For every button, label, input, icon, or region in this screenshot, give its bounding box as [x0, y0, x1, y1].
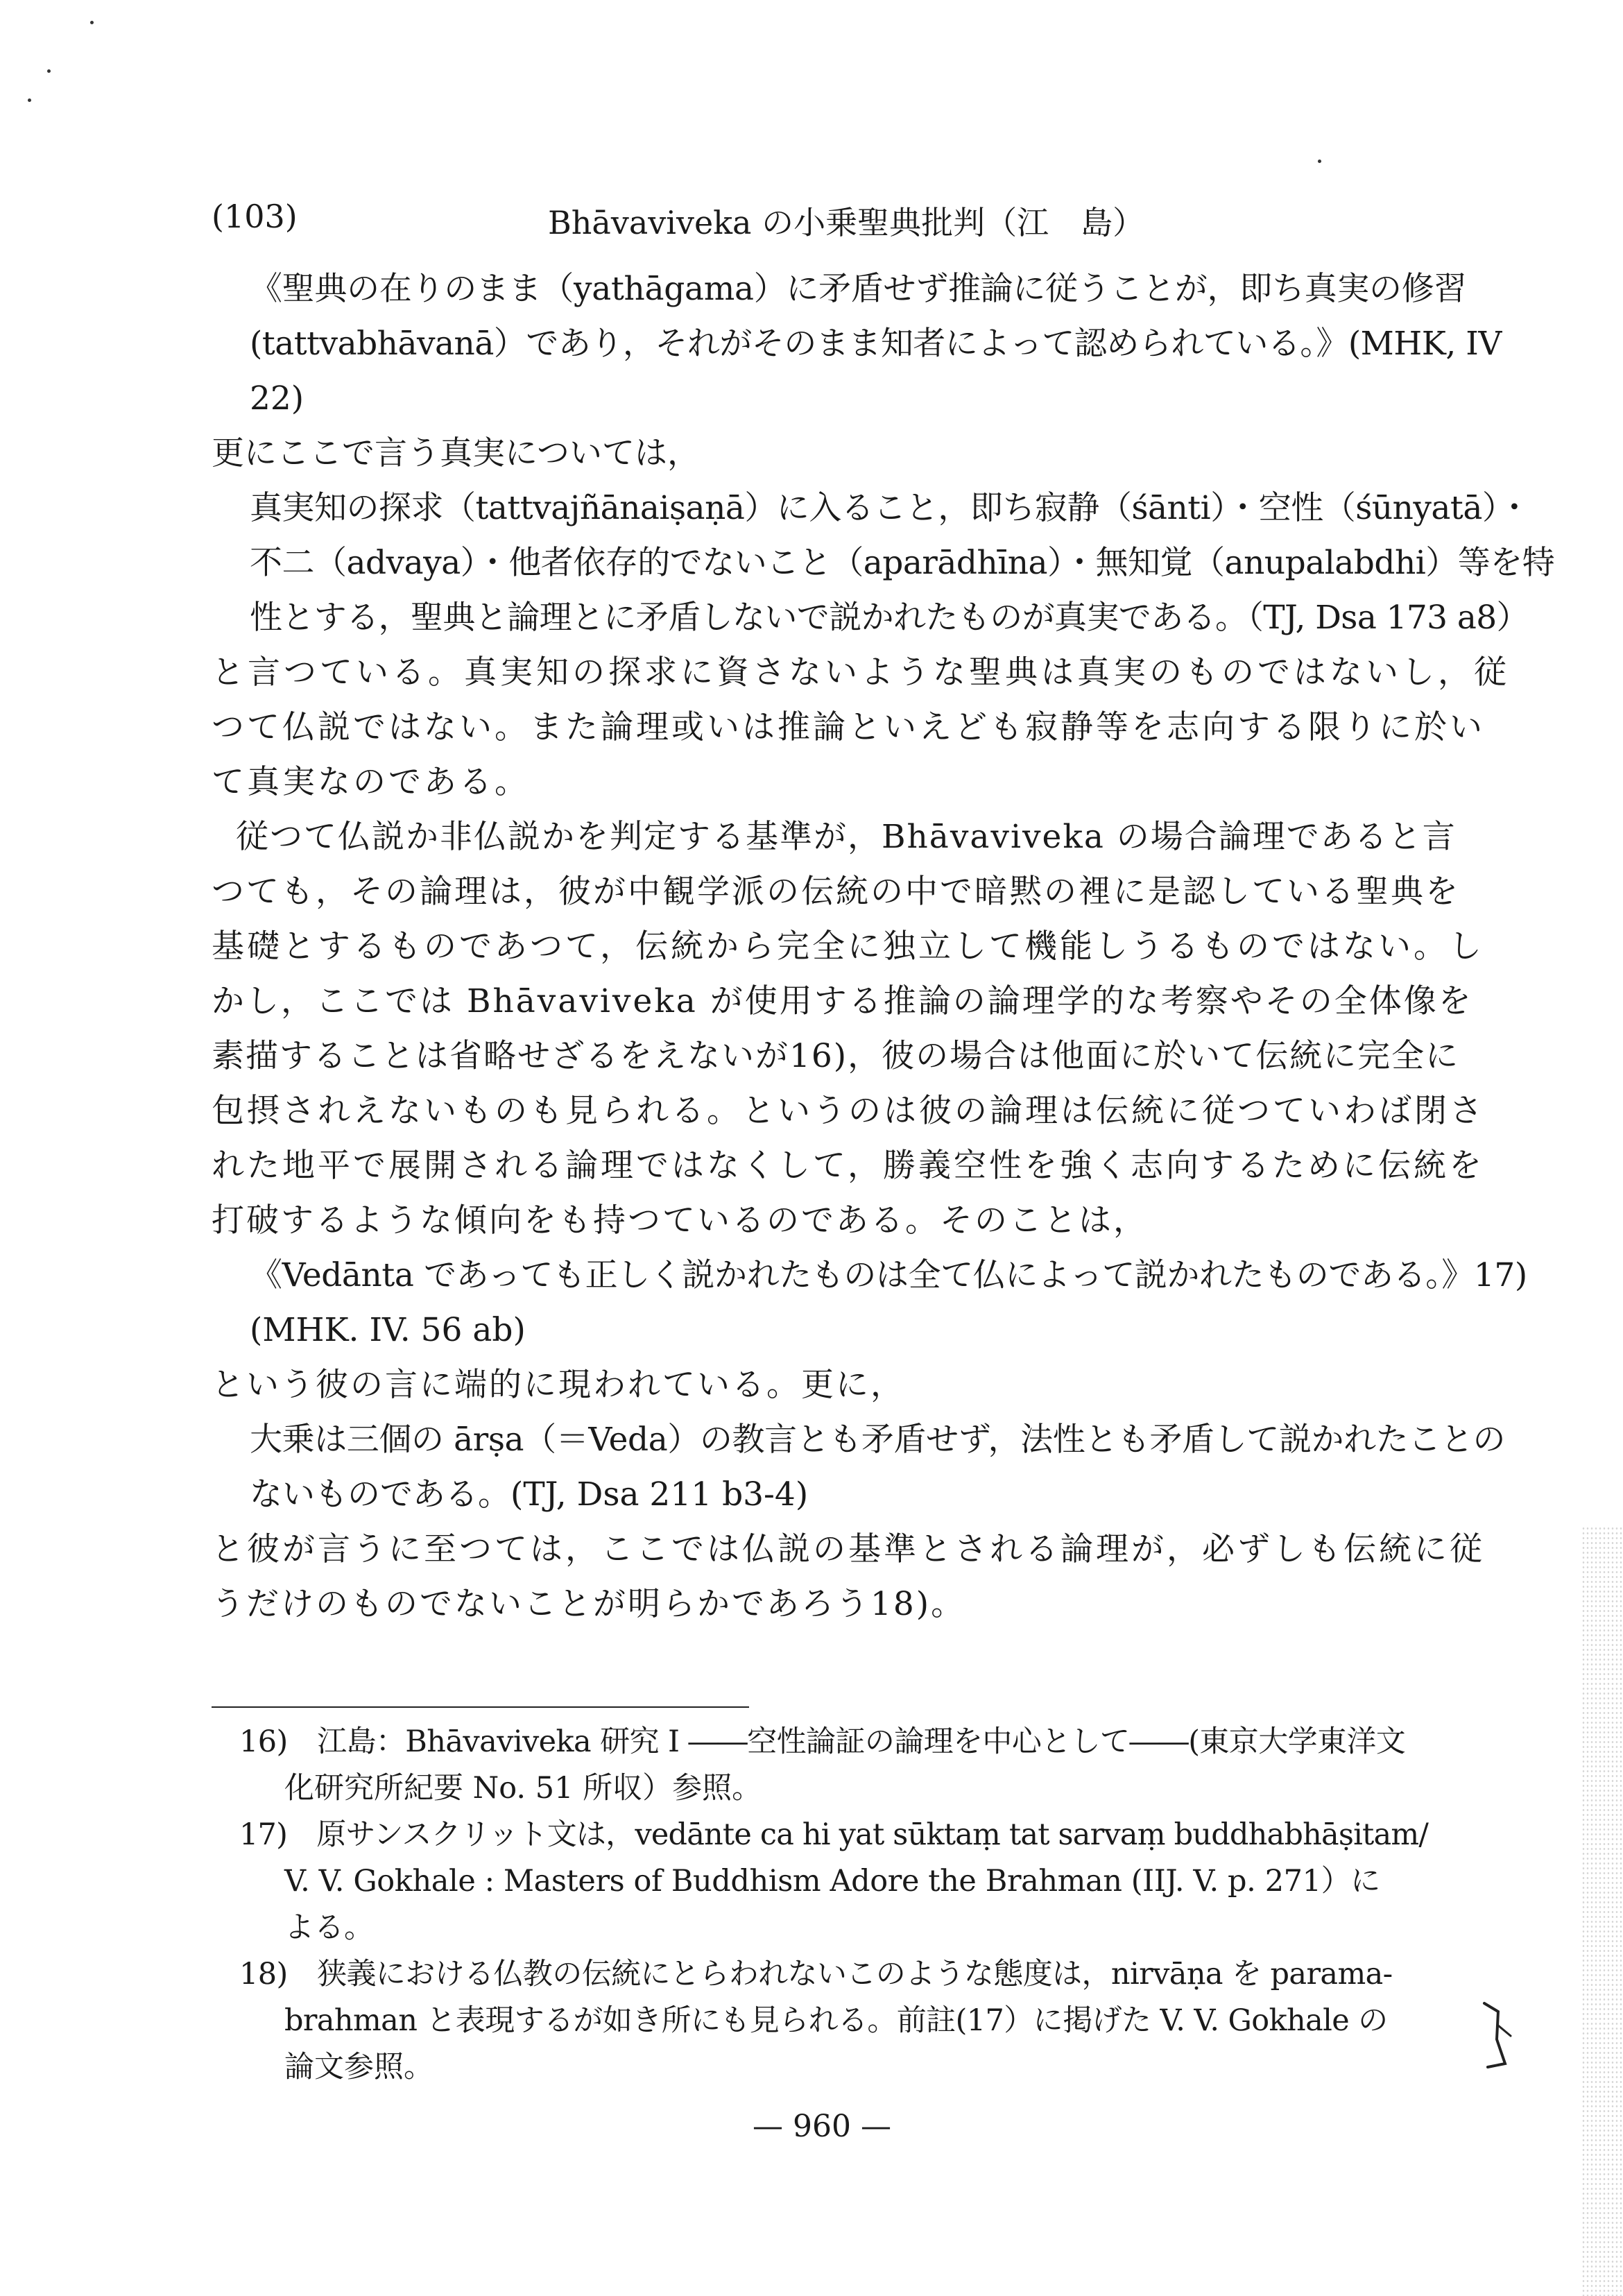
footnote-line: V. V. Gokhale : Masters of Buddhism Adore the Brahman (IIJ. V. p. 271）に — [284, 1864, 1380, 1899]
footer-page-number: — 960 — — [753, 2109, 891, 2144]
quote-line: 性とする，聖典と論理とに矛盾しないで説かれたものが真実である。（TJ, Dsa 173 a8） — [250, 599, 1529, 637]
scan-speck — [1318, 160, 1321, 163]
running-title: Bhāvaviveka の小乗聖典批判（江 島） — [548, 204, 1145, 241]
footnote-line: 17) 原サンスクリット文は，vedānte ca hi yat sūktaṃ tat sarvaṃ buddhabhāṣitam/ — [239, 1817, 1429, 1852]
scan-edge-noise — [1581, 1526, 1623, 2296]
quote-line: 大乗は三個の ārṣa（＝Veda）の教言とも矛盾せず，法性とも矛盾して説かれたことの — [250, 1421, 1506, 1459]
paragraph-line: 更にここで言う真実については， — [212, 434, 701, 472]
paragraph-line: れた地平で展開される論理ではなくして，勝義空性を強く志向するために伝統を — [212, 1147, 1485, 1185]
paragraph-line: 素描することは省略せざるをえないが16)，彼の場合は他面に於いて伝統に完全に — [212, 1037, 1460, 1075]
running-header — [212, 198, 1446, 246]
quote-line: 真実知の探求（tattvajñānaiṣaṇā）に入ること，即ち寂静（śānti）・空性（śūnyatā）・ — [250, 489, 1531, 527]
footnote-line: 化研究所紀要 No. 51 所収）参照。 — [284, 1771, 762, 1806]
paragraph-line: という彼の言に端的に現われている。更に， — [212, 1366, 905, 1404]
quote-line: (MHK. IV. 56 ab) — [250, 1311, 526, 1349]
paragraph-line: と彼が言うに至つては，ここでは仏説の基準とされる論理が，必ずしも伝統に従 — [212, 1530, 1485, 1568]
quote-line: 《Vedānta であっても正しく説かれたものは全て仏によって説かれたものである。》17) — [250, 1256, 1527, 1294]
quote-line: 《聖典の在りのまま（yathāgama）に矛盾せず推論に従うことが，即ち真実の修習 — [250, 270, 1467, 308]
paragraph-line: て真実なのである。 — [212, 763, 530, 801]
scan-speck — [47, 69, 51, 73]
scan-speck — [28, 98, 31, 102]
footnote-line: よる。 — [284, 1910, 374, 1945]
footnote-line: 18) 狭義における仏教の伝統にとらわれないこのような態度は，nirvāṇa を parama- — [239, 1957, 1393, 1991]
paragraph-line: 基礎とするものであつて，伝統から完全に独立して機能しうるものではない。し — [212, 927, 1485, 966]
paragraph-line: と言つている。真実知の探求に資さないような聖典は真実のものではないし，従 — [212, 653, 1510, 692]
footnote-line: 16) 江島：Bhāvaviveka 研究 I ――空性論証の論理を中心として――(東京大学東洋文 — [239, 1724, 1406, 1759]
quote-line: 不二（advaya）・他者依存的でないこと（aparādhīna）・無知覚（anupalabdhi）等を特 — [250, 544, 1555, 582]
paragraph-line: うだけのものでないことが明らかであろう18)。 — [212, 1585, 966, 1623]
paragraph-line: 包摂されえないものも見られる。というのは彼の論理は伝統に従つていわば閉さ — [212, 1092, 1485, 1130]
handwritten-mark — [1477, 1998, 1519, 2074]
footnote-line: brahman と表現するが如き所にも見られる。前註(17）に掲げた V. V. Gokhale の — [284, 2003, 1388, 2038]
quote-line: (tattvabhāvanā）であり，それがそのまま知者によって認められている。》(MHK, IV — [250, 325, 1502, 363]
quote-line: 22) — [250, 379, 304, 418]
paragraph-line: つても，その論理は，彼が中観学派の伝統の中で暗黙の裡に是認している聖典を — [212, 873, 1460, 911]
scan-speck — [90, 21, 94, 24]
footnote-rule — [212, 1706, 749, 1708]
footnote-line: 論文参照。 — [284, 2050, 433, 2084]
paragraph-line: かし，ここでは Bhāvaviveka が使用する推論の論理学的な考察やその全体像を — [212, 982, 1473, 1020]
paragraph-line: つて仏説ではない。また論理或いは推論といえども寂静等を志向する限りに於い — [212, 708, 1485, 746]
paragraph-line: 打破するような傾向をも持つているのである。そのことは， — [212, 1201, 1148, 1240]
quote-line: ないものである。(TJ, Dsa 211 b3-4) — [250, 1475, 809, 1514]
header-page-number: (103) — [212, 198, 298, 235]
paragraph-line: 従つて仏説か非仏説かを判定する基準が，Bhāvaviveka の場合論理であると言 — [236, 818, 1457, 856]
